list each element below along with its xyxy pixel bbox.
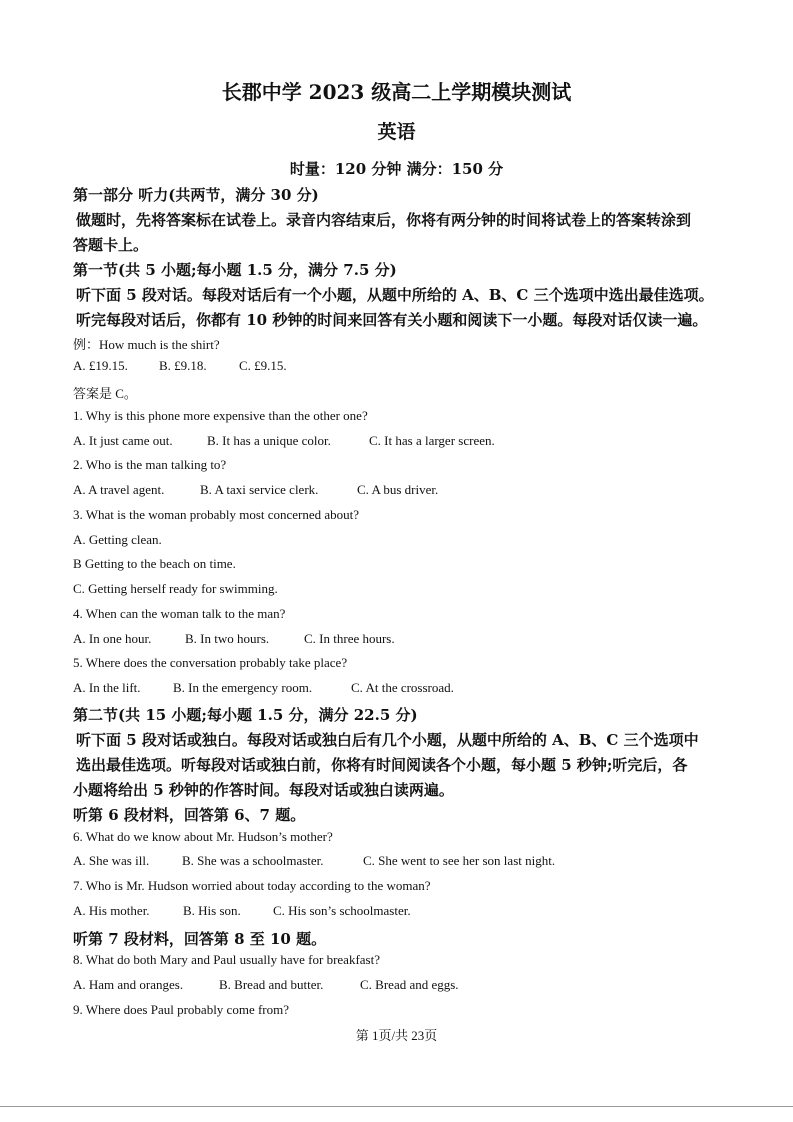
- option-c: C. She went to see her son last night.: [363, 853, 556, 868]
- question-1: 1. Why is this phone more expensive than the other one?: [73, 408, 368, 423]
- question-3: 3. What is the woman probably most concerned about?: [73, 507, 360, 522]
- question-7-options: [73, 903, 411, 919]
- group-6-heading: 听第 6 段材料，回答第 6、7 题。: [73, 806, 306, 824]
- question-6: 6. What do we know about Mr. Hudson’s mother?: [73, 829, 333, 844]
- option-a: A. £19.15.: [73, 358, 128, 373]
- option-b: B. In the emergency room.: [173, 680, 313, 695]
- option-a: A. Ham and oranges.: [73, 977, 184, 992]
- option-b: B. In two hours.: [185, 631, 270, 646]
- group-7-heading: 听第 7 段材料，回答第 8 至 10 题。: [73, 930, 327, 948]
- option-b: B. It has a unique color.: [207, 433, 331, 448]
- part1-instruction-1: 做题时，先将答案标在试卷上。录音内容结束后，你将有两分钟的时间将试卷上的答案转涂到: [76, 211, 692, 229]
- subject-title: 英语: [377, 121, 416, 143]
- example-answer: 答案是 C。: [73, 386, 137, 401]
- question-8: 8. What do both Mary and Paul usually have for breakfast?: [73, 952, 380, 967]
- section2-instruction-2: 选出最佳选项。听每段对话或独白前，你将有时间阅读各个小题，每小题 5 秒钟;听完后，各: [76, 756, 688, 774]
- example-options: [73, 358, 287, 374]
- section1-instruction-1: 听下面 5 段对话。每段对话后有一个小题，从题中所给的 A、B、C 三个选项中选出最佳选项。: [76, 286, 714, 304]
- option-a: A. It just came out.: [73, 433, 173, 448]
- section2-heading: 第二节(共 15 小题;每小题 1.5 分，满分 22.5 分): [73, 706, 418, 724]
- question-8-options: [73, 977, 459, 993]
- section1-instruction-2: 听完每段对话后，你都有 10 秒钟的时间来回答有关小题和阅读下一小题。每段对话仅读一遍。: [76, 311, 708, 329]
- question-4: 4. When can the woman talk to the man?: [73, 606, 286, 621]
- option-b: B. Bread and butter.: [219, 977, 324, 992]
- section1-heading: 第一节(共 5 小题;每小题 1.5 分，满分 7.5 分): [73, 261, 397, 279]
- question-7: 7. Who is Mr. Hudson worried about today according to the woman?: [73, 878, 431, 893]
- option-a: A. A travel agent.: [73, 482, 165, 497]
- option-b: B. £9.18.: [159, 358, 207, 373]
- question-2: 2. Who is the man talking to?: [73, 457, 227, 472]
- option-c: C. A bus driver.: [357, 482, 439, 497]
- option-c: C. It has a larger screen.: [369, 433, 495, 448]
- option-c: C. At the crossroad.: [351, 680, 454, 695]
- example-question: 例：How much is the shirt?: [73, 337, 220, 352]
- option-c: C. In three hours.: [304, 631, 395, 646]
- question-5-options: [73, 680, 454, 696]
- option-b: B. A taxi service clerk.: [200, 482, 319, 497]
- section2-instruction-3: 小题将给出 5 秒钟的作答时间。每段对话或独白读两遍。: [73, 781, 454, 799]
- option-a: A. In one hour.: [73, 631, 152, 646]
- question-2-options: [73, 482, 438, 498]
- exam-title: 长郡中学 2023 级高二上学期模块测试: [221, 80, 572, 104]
- option-b: B. She was a schoolmaster.: [182, 853, 324, 868]
- option-a: A. In the lift.: [73, 680, 141, 695]
- part1-heading: 第一部分 听力(共两节，满分 30 分): [73, 186, 319, 204]
- page-number: 第 1页/共 23页: [355, 1028, 438, 1043]
- part1-instruction-2: 答题卡上。: [73, 236, 149, 254]
- option-a: A. She was ill.: [73, 853, 150, 868]
- option-c: C. £9.15.: [239, 358, 287, 373]
- exam-info: 时量：120 分钟 满分：150 分: [289, 160, 504, 178]
- question-3-option-b: B Getting to the beach on time.: [73, 556, 236, 571]
- question-4-options: [73, 631, 395, 647]
- option-a: A. His mother.: [73, 903, 150, 918]
- page-bottom-divider: [0, 1106, 793, 1107]
- question-1-options: [73, 433, 495, 449]
- question-5: 5. Where does the conversation probably take place?: [73, 655, 348, 670]
- question-3-option-c: C. Getting herself ready for swimming.: [73, 581, 278, 596]
- question-6-options: [73, 853, 555, 869]
- option-c: C. His son’s schoolmaster.: [273, 903, 411, 918]
- question-3-option-a: A. Getting clean.: [73, 532, 162, 547]
- section2-instruction-1: 听下面 5 段对话或独白。每段对话或独白后有几个小题，从题中所给的 A、B、C 三个选项中: [76, 731, 699, 749]
- option-c: C. Bread and eggs.: [360, 977, 459, 992]
- option-b: B. His son.: [183, 903, 241, 918]
- question-9: 9. Where does Paul probably come from?: [73, 1002, 289, 1017]
